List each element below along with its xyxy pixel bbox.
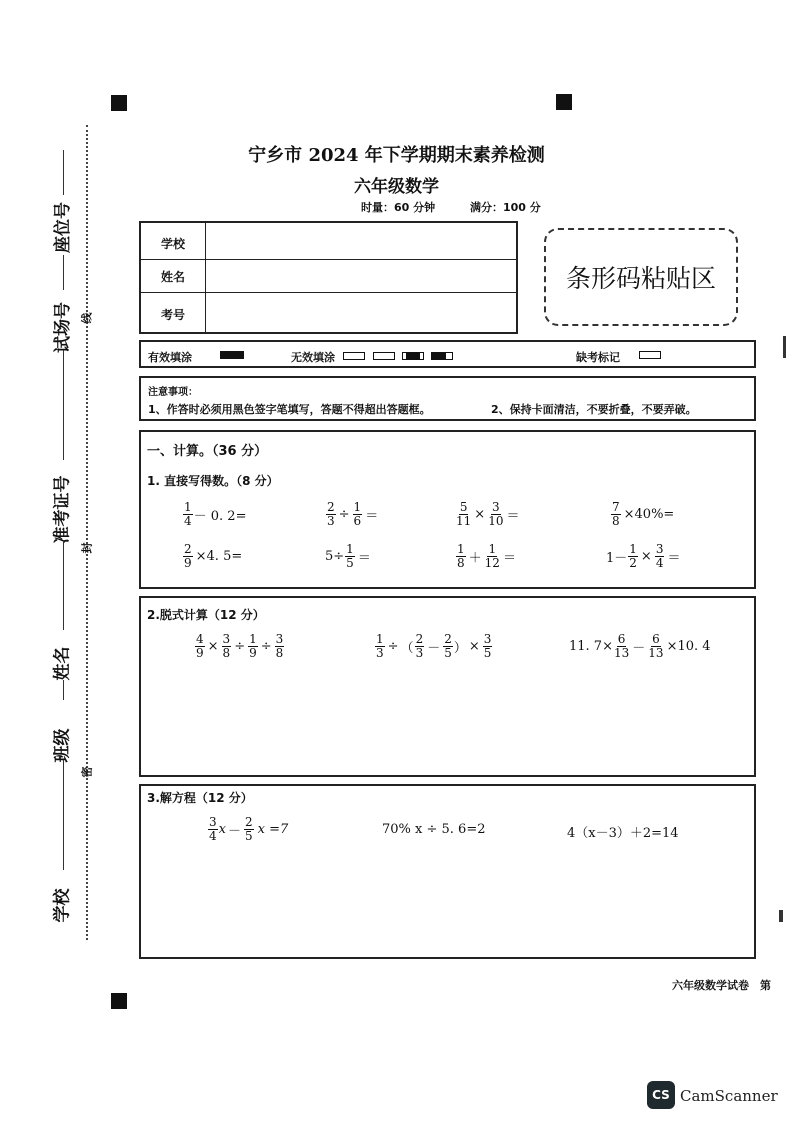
- sidebar-room-label: 试场号: [53, 302, 73, 353]
- exam-score: 满分：100 分: [470, 201, 541, 214]
- absent-label: 缺考标记: [576, 351, 620, 364]
- camscanner-logo: CS: [647, 1081, 675, 1109]
- part2-title: 2.脱式计算（12 分）: [147, 608, 265, 622]
- notice-heading: 注意事项：: [148, 387, 198, 398]
- problem-1-2: $\frac{2}{3}$ ÷ $\frac{1}{6}$ ＝: [327, 500, 379, 528]
- school-field[interactable]: [207, 223, 516, 258]
- problem-1-6: 5÷ $\frac{1}{5}$ ＝: [325, 542, 371, 570]
- invalid-fill-sample-3: [402, 352, 424, 360]
- problem-1-8: 1－ $\frac{1}{2}$ × $\frac{3}{4}$ ＝: [606, 542, 681, 570]
- student-info-table: [139, 221, 518, 334]
- problem-2-1: $\frac{4}{9}$ × $\frac{3}{8}$ ÷ $\frac{1}{9}$ ÷ $\frac{3}{8}$: [196, 632, 284, 660]
- exam-no-label: 考号: [160, 308, 185, 322]
- registration-mark-top-right: [556, 94, 572, 110]
- seal-seal-char: 封: [80, 542, 94, 554]
- notice-item-1: 1、作答时必须用黑色签字笔填写，答题不得超出答题框。: [148, 403, 431, 416]
- sidebar-class-label: 班级: [52, 728, 73, 763]
- problem-1-1: $\frac{1}{4}$ － 0. 2=: [184, 500, 247, 528]
- equation-1: $\frac{3}{4}$ x － $\frac{2}{5}$ x =7: [209, 815, 289, 843]
- room-line: [63, 255, 64, 290]
- valid-fill-sample: [220, 351, 244, 359]
- class-line: [63, 760, 64, 870]
- notice-item-2: 2、保持卡面清洁，不要折叠，不要弄破。: [491, 403, 697, 416]
- barcode-area: 条形码粘贴区: [544, 228, 738, 326]
- seal-dotted-line: [86, 125, 88, 940]
- exam-time: 时量：60 分钟: [361, 201, 436, 214]
- part3-title: 3.解方程（12 分）: [147, 791, 253, 805]
- exam-id-line: [63, 350, 64, 460]
- sidebar-school-label: 学校: [52, 888, 73, 923]
- name-line: [63, 540, 64, 630]
- equation-3: 4（x－3）＋2=14: [567, 826, 679, 841]
- exam-title: 宁乡市 2024 年下学期期末素养检测: [248, 145, 545, 166]
- valid-fill-label: 有效填涂: [148, 351, 192, 364]
- exam-subtitle: 六年级数学: [354, 177, 439, 197]
- invalid-fill-sample-2: [373, 352, 395, 360]
- class-line-top: [63, 680, 64, 700]
- school-label: 学校: [160, 237, 185, 251]
- camscanner-text: CamScanner: [680, 1087, 778, 1105]
- name-label: 姓名: [160, 270, 185, 284]
- seal-secret-char: 密: [80, 766, 94, 778]
- equation-2: 70% x ÷ 5. 6=2: [382, 822, 486, 837]
- part2-answer-area[interactable]: [145, 670, 750, 770]
- scan-edge-mark-1: [783, 336, 786, 358]
- registration-mark-top-left: [111, 95, 127, 111]
- name-field[interactable]: [207, 260, 516, 291]
- sidebar-name-label: 姓名: [52, 646, 73, 681]
- problem-2-2: $\frac{1}{3}$ ÷ （ $\frac{2}{3}$ － $\frac{2}{5}$ ） × $\frac{3}{5}$: [376, 632, 492, 660]
- problem-1-5: $\frac{2}{9}$ ×4. 5=: [184, 542, 243, 570]
- registration-mark-bottom-left: [111, 993, 127, 1009]
- invalid-fill-sample-1: [343, 352, 365, 360]
- scan-edge-mark-2: [779, 910, 783, 922]
- invalid-fill-label: 无效填涂: [291, 351, 335, 364]
- seal-line-char: 线: [80, 312, 94, 324]
- section1-title: 一、计算。（36 分）: [147, 444, 268, 459]
- sidebar-seat-label: 座位号: [53, 202, 73, 253]
- page-footer: 六年级数学试卷 第: [672, 979, 771, 992]
- absent-checkbox[interactable]: [639, 351, 661, 359]
- exam-no-field[interactable]: [207, 293, 516, 332]
- problem-2-3: 11. 7× $\frac{6}{13}$ － $\frac{6}{13}$ ×10. 4: [569, 632, 711, 660]
- part3-answer-area[interactable]: [145, 850, 750, 950]
- problem-1-4: $\frac{7}{8}$ ×40%=: [612, 500, 675, 528]
- sidebar-exam-id-label: 准考证号: [52, 475, 73, 544]
- invalid-fill-sample-4: [431, 352, 453, 360]
- problem-1-7: $\frac{1}{8}$ ＋ $\frac{1}{12}$ ＝: [457, 542, 516, 570]
- problem-1-3: $\frac{5}{11}$ × $\frac{3}{10}$ ＝: [456, 500, 520, 528]
- part1-title: 1. 直接写得数。（8 分）: [147, 474, 279, 488]
